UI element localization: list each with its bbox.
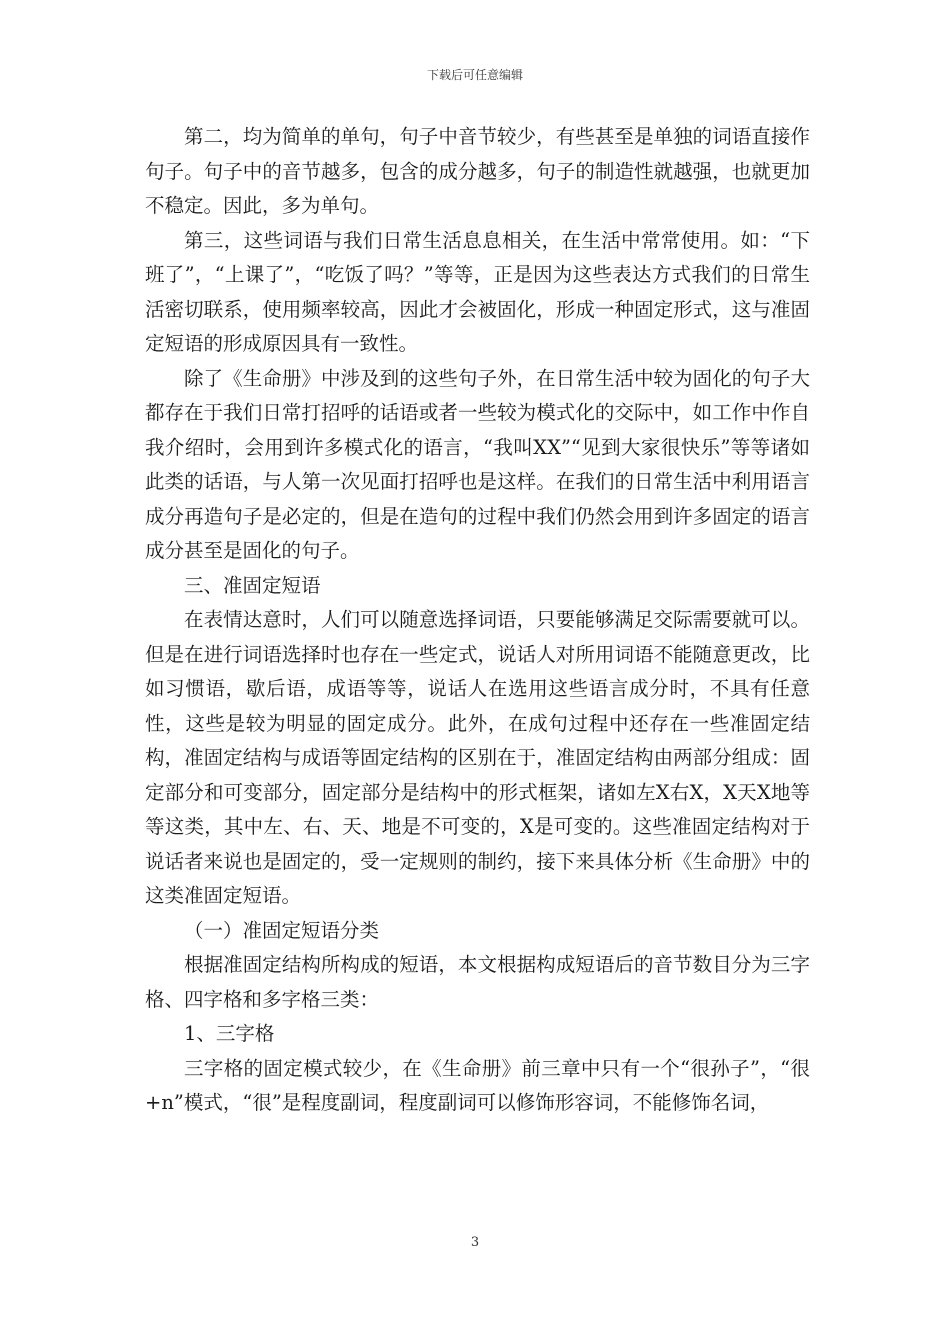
- paragraph: 三字格的固定模式较少，在《生命册》前三章中只有一个“很孙子”，“很+n”模式，“很”是程度副词，程度副词可以修饰形容词，不能修饰名词，: [145, 1056, 810, 1114]
- paragraph: 根据准固定结构所构成的短语，本文根据构成短语后的音节数目分为三字格、四字格和多字格三类：: [145, 953, 810, 1011]
- section-heading: 三、准固定短语: [184, 573, 321, 597]
- subsection-heading: （一）准固定短语分类: [184, 918, 380, 942]
- paragraph: 在表情达意时，人们可以随意选择词语，只要能够满足交际需要就可以。但是在进行词语选择时也存在一些定式，说话人对所用词语不能随意更改，比如习惯语，歇后语，成语等等，说话人在选用这些语言成分时，不具有任意性，这些是较为明显的固定成分。此外，在成句过程中还存在一些准固定结构，准固定结构与成语等固定结构的区别在于，准固定结构由两部分组成：固定部分和可变部分，固定部分是结构中的形式框架，诸如左X右X，X天X地等等这类，其中左、右、天、地是不可变的，X是可变的。这些准固定结构对于说话者来说也是固定的，受一定规则的制约，接下来具体分析《生命册》中的这类准固定短语。: [145, 608, 810, 907]
- paragraph: 除了《生命册》中涉及到的这些句子外，在日常生活中较为固化的句子大都存在于我们日常打招呼的话语或者一些较为模式化的交际中，如工作中作自我介绍时，会用到许多模式化的语言，“我叫XX”“见到大家很快乐”等等诸如此类的话语，与人第一次见面打招呼也是这样。在我们的日常生活中利用语言成分再造句子是必定的，但是在造句的过程中我们仍然会用到许多固定的语言成分甚至是固化的句子。: [145, 366, 810, 562]
- page-number: 3: [470, 1235, 480, 1250]
- page-header: 下载后可任意编辑: [426, 68, 523, 82]
- document-body: [145, 120, 810, 1121]
- paragraph: 第二，均为简单的单句，句子中音节较少，有些甚至是单独的词语直接作句子。句子中的音节越多，包含的成分越多，句子的制造性就越强，也就更加不稳定。因此，多为单句。: [145, 125, 810, 217]
- list-heading: 1、三字格: [184, 1022, 275, 1045]
- paragraph: 第三，这些词语与我们日常生活息息相关，在生活中常常使用。如：“下班了”，“上课了”，“吃饭了吗？”等等，正是因为这些表达方式我们的日常生活密切联系，使用频率较高，因此才会被固化，形成一种固定形式，这与准固定短语的形成原因具有一致性。: [145, 228, 810, 355]
